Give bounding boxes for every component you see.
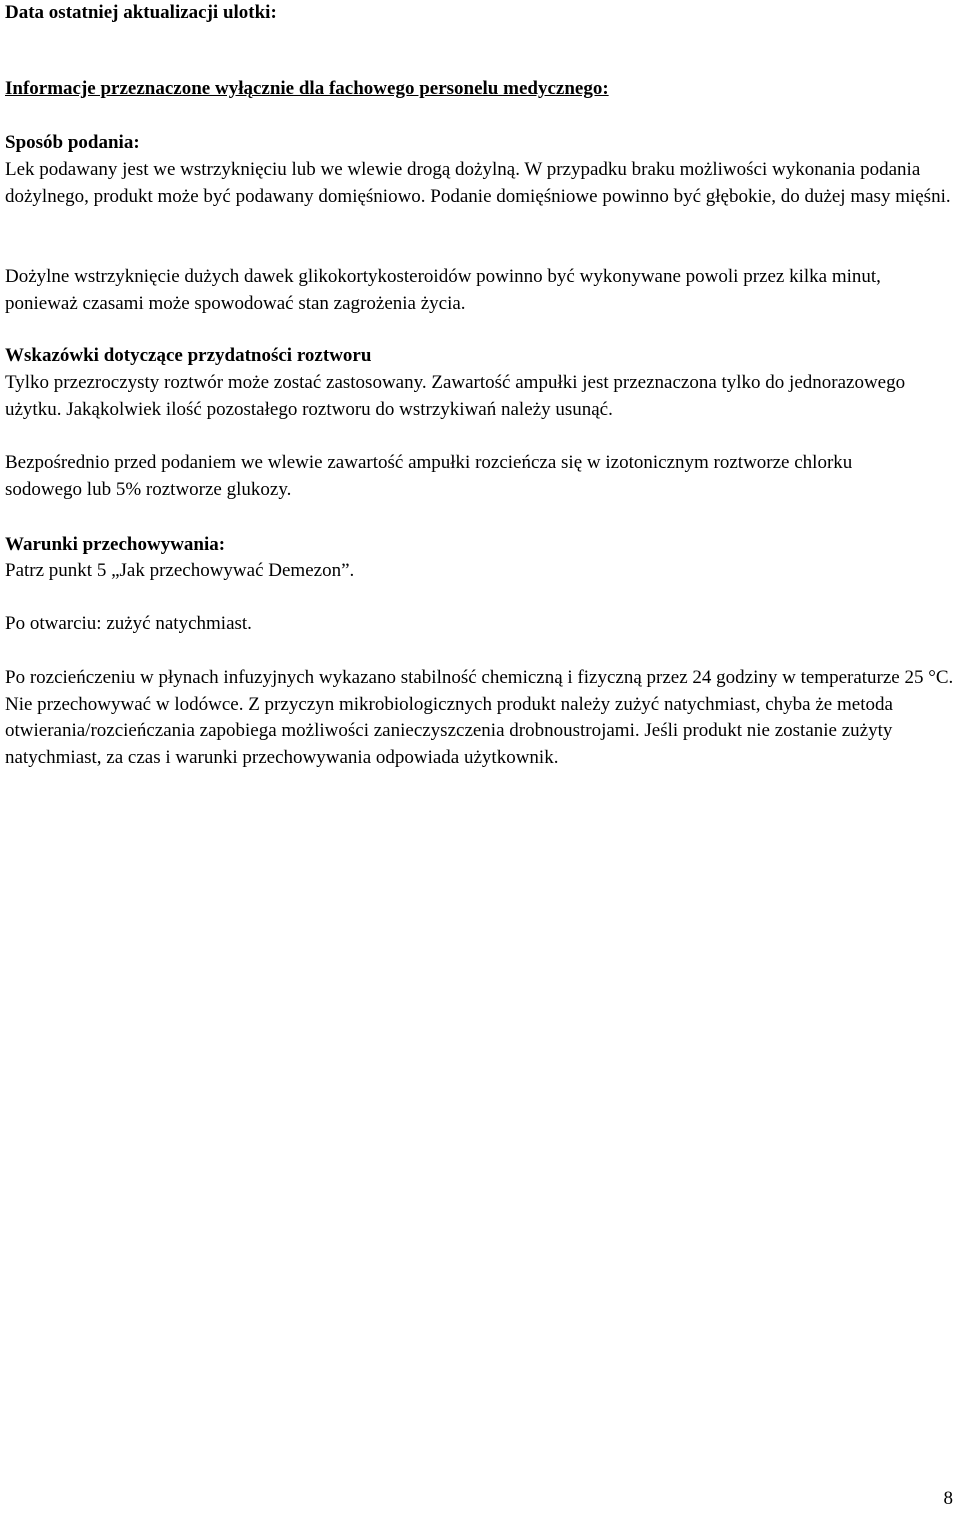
solution-usability-heading: Wskazówki dotyczące przydatności roztworu <box>5 345 372 366</box>
storage-paragraph-1: Patrz punkt 5 „Jak przechowywać Demezon”. <box>5 560 355 581</box>
solution-usability-paragraph-1: Tylko przezroczysty roztwór może zostać zastosowany. Zawartość ampułki jest przeznaczona tylko do jednorazowego użytku. Jakąkolwiek ilość pozostałego roztworu do wstrzykiwań należy usunąć. <box>5 372 906 420</box>
storage-heading: Warunki przechowywania: <box>5 534 226 555</box>
storage-paragraph-3: Po rozcieńczeniu w płynach infuzyjnych wykazano stabilność chemiczną i fizyczną przez 24 godziny w temperaturze 25 °C. Nie przechowywać w lodówce. Z przyczyn mikrobiologicznych produkt należy zużyć natychmiast, chyba że metoda otwierania/rozcieńczania zapobiega możliwości zanieczyszczenia drobnoustrojami. Jeśli produkt nie zostanie zużyty natychmiast, za czas i warunki przechowywania odpowiada użytkownik. <box>5 667 954 768</box>
page-number: 8 <box>943 1488 953 1509</box>
solution-usability-paragraph-2: Bezpośrednio przed podaniem we wlewie zawartość ampułki rozcieńcza się w izotonicznym roztworze chlorku sodowego lub 5% roztworze glukozy. <box>5 452 853 500</box>
administration-heading: Sposób podania: <box>5 132 140 153</box>
administration-paragraph-1: Lek podawany jest we wstrzyknięciu lub we wlewie drogą dożylną. W przypadku braku możliwości wykonania podania dożylnego, produkt może być podawany domięśniowo. Podanie domięśniowe powinno być głębokie, do dużej masy mięśni. <box>5 159 951 207</box>
administration-paragraph-2: Dożylne wstrzyknięcie dużych dawek glikokortykosteroidów powinno być wykonywane powoli przez kilka minut, ponieważ czasami może spowodować stan zagrożenia życia. <box>5 266 881 314</box>
storage-paragraph-2: Po otwarciu: zużyć natychmiast. <box>5 613 252 634</box>
last-update-label: Data ostatniej aktualizacji ulotki: <box>5 2 277 23</box>
professional-info-header: Informacje przeznaczone wyłącznie dla fachowego personelu medycznego: <box>5 78 609 99</box>
